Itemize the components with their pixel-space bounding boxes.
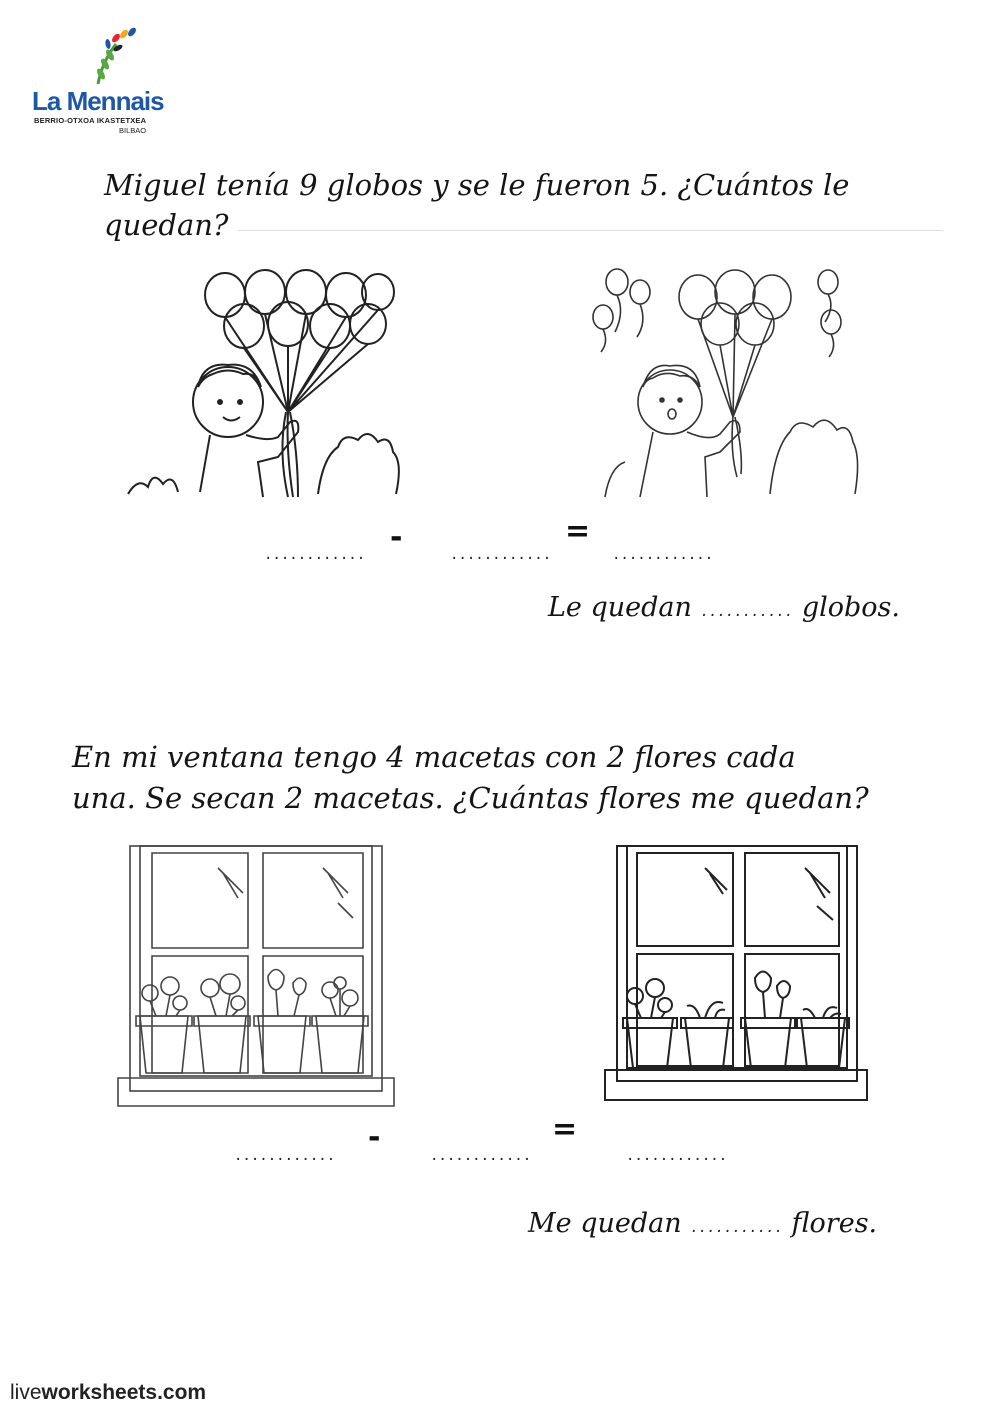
window-withered-pots-illustration	[605, 838, 867, 1100]
boy-losing-balloons-illustration	[585, 262, 865, 512]
problem1-answer-blank[interactable]: ...........	[700, 604, 794, 620]
footer-brand: worksheets.com	[41, 1381, 207, 1404]
problem2-blank-subtrahend[interactable]: ............	[430, 1148, 532, 1164]
problem1-blank-subtrahend[interactable]: ............	[450, 547, 552, 563]
problem1-minus-sign: -	[390, 520, 403, 555]
logo-city: BILBAO	[119, 126, 147, 135]
boy-with-balloons-illustration	[128, 262, 408, 512]
problem2-blank-minuend[interactable]: ............	[234, 1148, 336, 1164]
problem1-blank-result[interactable]: ............	[612, 547, 714, 563]
footer-prefix: live	[10, 1381, 42, 1404]
problem2-answer-prefix: Me quedan	[528, 1208, 682, 1239]
logo-name: La Mennais	[32, 86, 164, 116]
logo-subtitle: BERRIO-OTXOA IKASTETXEA	[34, 116, 147, 125]
problem1-answer-suffix: globos.	[801, 592, 900, 623]
logo-leaf-icon	[88, 22, 148, 92]
problem2-answer-suffix: flores.	[791, 1208, 878, 1239]
problem1-underline	[238, 230, 943, 231]
problem1-blank-minuend[interactable]: ............	[264, 547, 366, 563]
problem1-text-line1: Miguel tenía 9 globos y se le fueron 5. ¿Cuántos le	[104, 168, 850, 202]
problem1-text-line2: quedan?	[104, 208, 229, 242]
problem2-answer-sentence	[528, 1208, 877, 1239]
problem1-answer-prefix: Le quedan	[548, 592, 692, 623]
problem1-equals-sign: =	[565, 514, 591, 549]
problem2-blank-result[interactable]: ............	[626, 1148, 728, 1164]
problem2-minus-sign: -	[368, 1120, 381, 1155]
problem2-text-line2: una. Se secan 2 macetas. ¿Cuántas flores me quedan?	[72, 781, 869, 815]
problem2-text-line1: En mi ventana tengo 4 macetas con 2 flores cada	[72, 740, 796, 774]
problem2-answer-blank[interactable]: ...........	[690, 1220, 783, 1236]
problem1-answer-sentence	[548, 592, 900, 623]
problem2-equals-sign: =	[552, 1112, 578, 1147]
window-four-pots-illustration	[118, 838, 394, 1106]
liveworksheets-watermark	[10, 1381, 206, 1405]
